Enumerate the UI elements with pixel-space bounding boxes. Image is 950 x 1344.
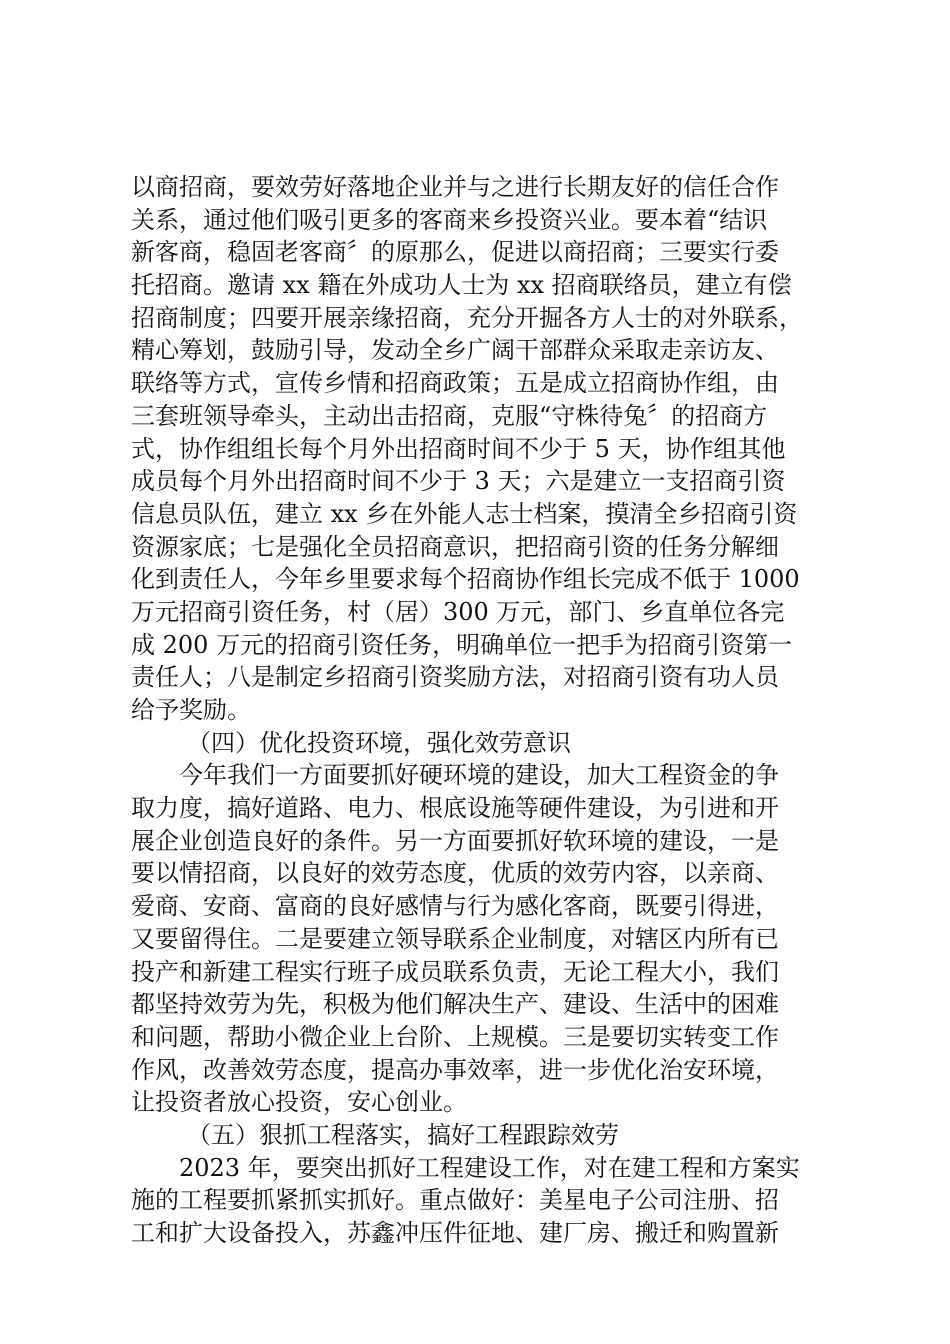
text-line: 三套班领导牵头，主动出击招商，克服“守株待兔〞的招商方: [131, 401, 768, 430]
text-line: 联络等方式，宣传乡情和招商政策；五是成立招商协作组，由: [131, 369, 779, 398]
text-line: 托招商。邀请 xx 籍在外成功人士为 xx 招商联络员，建立有偿: [131, 271, 792, 300]
text-line: 成员每个月外出招商时间不少于 3 天；六是建立一支招商引资: [131, 467, 786, 496]
section-heading-4: （四）优化投资环境，强化效劳意识: [187, 728, 571, 757]
text-line: 以商招商，要效劳好落地企业并与之进行长期友好的信任合作: [131, 173, 779, 201]
text-line: 和问题，帮助小微企业上台阶、上规模。三是要切实转变工作: [131, 1022, 779, 1051]
text-line: 今年我们一方面要抓好硬环境的建设，加大工程资金的争: [179, 761, 779, 790]
text-line: 责任人；八是制定乡招商引资奖励方法，对招商引资有功人员: [131, 663, 779, 692]
paragraph-project-implementation: [131, 1152, 823, 1250]
text-line: 招商制度；四要开展亲缘招商，充分开掘各方人士的对外联系，: [131, 303, 803, 332]
text-line: 化到责任人，今年乡里要求每个招商协作组长完成不低于 1000: [131, 565, 800, 594]
text-line: 精心筹划，鼓励引导，发动全乡广阔干部群众采取走亲访友、: [131, 336, 779, 365]
text-line: 让投资者放心投资，安心创业。: [131, 1088, 467, 1117]
text-line: 2023 年，要突出抓好工程建设工作，对在建工程和方案实: [179, 1153, 800, 1182]
text-line: 又要留得住。二是要建立领导联系企业制度，对辖区内所有已: [131, 924, 779, 953]
text-line: 成 200 万元的招商引资任务，明确单位一把手为招商引资第一: [131, 630, 793, 659]
text-line: 给予奖励。: [131, 696, 251, 724]
document-page: [131, 171, 823, 1250]
paragraph-investment-environment: [131, 759, 823, 1119]
text-line: 取力度，搞好道路、电力、根底设施等硬件建设，为引进和开: [131, 794, 779, 823]
text-line: 爱商、安商、富商的良好感情与行为感化客商，既要引得进，: [131, 892, 779, 921]
text-line: 投产和新建工程实行班子成员联系负责，无论工程大小，我们: [131, 957, 779, 986]
section-heading-5: （五）狠抓工程落实，搞好工程跟踪效劳: [187, 1120, 619, 1149]
text-line: 新客商，稳固老客商〞的原那么，促进以商招商；三要实行委: [131, 238, 779, 267]
text-line: 式，协作组组长每个月外出招商时间不少于 5 天，协作组其他: [131, 434, 786, 463]
text-line: 信息员队伍，建立 xx 乡在外能人志士档案，摸清全乡招商引资: [131, 499, 798, 528]
text-line: 关系，通过他们吸引更多的客商来乡投资兴业。要本着“结识: [131, 205, 768, 234]
text-line: 工和扩大设备投入，苏鑫冲压件征地、建厂房、搬迁和购置新: [131, 1219, 779, 1247]
text-line: 作风，改善效劳态度，提高办事效率，进一步优化治安环境，: [131, 1055, 779, 1084]
text-line: 都坚持效劳为先，积极为他们解决生产、建设、生活中的困难: [131, 990, 779, 1019]
text-line: 展企业创造良好的条件。另一方面要抓好软环境的建设，一是: [131, 826, 779, 855]
text-line: 要以情招商，以良好的效劳态度，优质的效劳内容，以亲商、: [131, 859, 779, 888]
text-line: 施的工程要抓紧抓实抓好。重点做好：美星电子公司注册、招: [131, 1186, 779, 1215]
text-line: 万元招商引资任务，村（居）300 万元，部门、乡直单位各完: [131, 597, 785, 626]
text-line: 资源家底；七是强化全员招商意识，把招商引资的任务分解细: [131, 532, 779, 561]
paragraph-investment-attraction: [131, 171, 823, 727]
